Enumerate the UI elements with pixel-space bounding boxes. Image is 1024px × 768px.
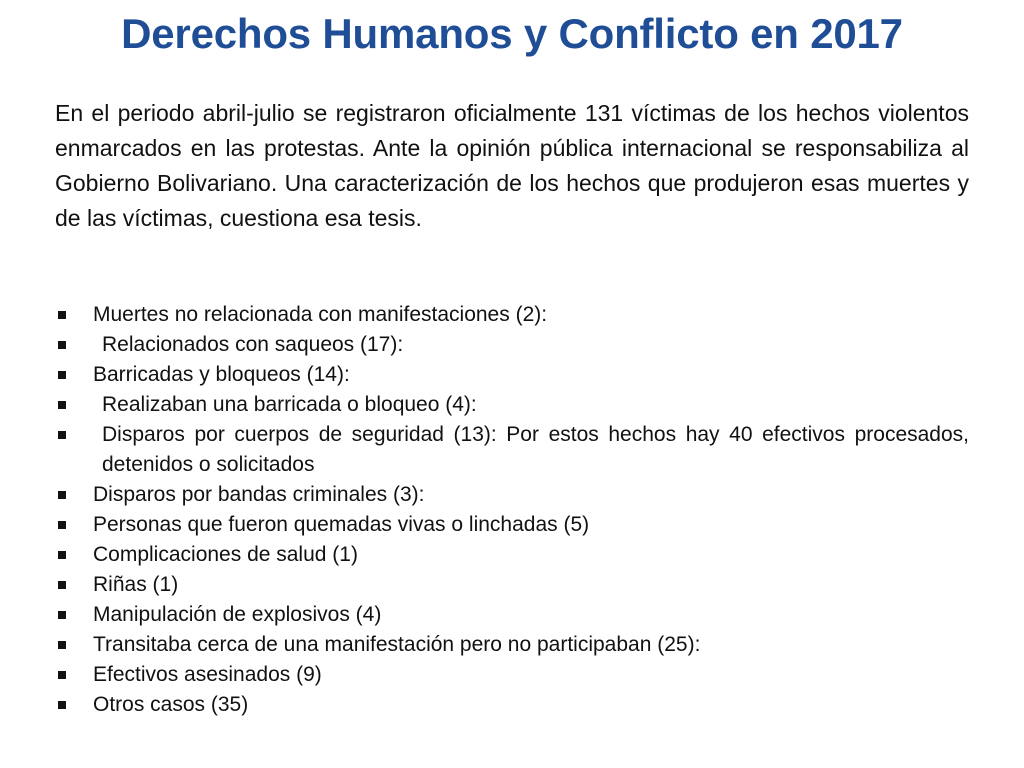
- square-bullet-icon: [58, 551, 66, 559]
- square-bullet-icon: [58, 641, 66, 649]
- list-item-text: Disparos por bandas criminales (3):: [93, 483, 425, 506]
- square-bullet-icon: [58, 491, 66, 499]
- list-item-text: Otros casos (35): [93, 693, 249, 716]
- list-item: [55, 300, 969, 330]
- list-item: [55, 510, 969, 540]
- square-bullet-icon: [58, 611, 66, 619]
- list-item-text: Riñas (1): [93, 573, 179, 596]
- list-item: [55, 660, 969, 690]
- bullet-list: [55, 300, 969, 720]
- list-item-text: Personas que fueron quemadas vivas o linchadas (5): [93, 513, 590, 536]
- list-item-text: Efectivos asesinados (9): [93, 663, 322, 686]
- list-item: [55, 690, 969, 720]
- square-bullet-icon: [58, 341, 66, 349]
- square-bullet-icon: [58, 701, 66, 709]
- list-item-text: Relacionados con saqueos (17):: [102, 333, 404, 356]
- list-item: [55, 600, 969, 630]
- list-item-text: Transitaba cerca de una manifestación pero no participaban (25):: [93, 633, 701, 656]
- list-item-text: Barricadas y bloqueos (14):: [93, 363, 350, 386]
- list-item: [55, 420, 969, 480]
- list-item: [55, 330, 969, 360]
- square-bullet-icon: [58, 581, 66, 589]
- list-item: [55, 630, 969, 660]
- list-item: [55, 570, 969, 600]
- list-item-text: Realizaban una barricada o bloqueo (4):: [102, 393, 477, 416]
- list-item: [55, 540, 969, 570]
- square-bullet-icon: [58, 311, 66, 319]
- list-item-text: Manipulación de explosivos (4): [93, 603, 382, 626]
- square-bullet-icon: [58, 521, 66, 529]
- list-item: [55, 480, 969, 510]
- list-item-text: Disparos por cuerpos de seguridad (13): Por estos hechos hay 40 efectivos procesados, detenidos o solicitados: [102, 423, 969, 476]
- list-item: [55, 390, 969, 420]
- list-item: [55, 360, 969, 390]
- square-bullet-icon: [58, 431, 66, 439]
- list-item-text: Complicaciones de salud (1): [93, 543, 358, 566]
- square-bullet-icon: [58, 671, 66, 679]
- square-bullet-icon: [58, 401, 66, 409]
- intro-paragraph: En el periodo abril-julio se registraron oficialmente 131 víctimas de los hechos violentos enmarcados en las protestas. Ante la opinión pública internacional se responsabiliza al Gobierno Bolivariano. Una caracterización de los hechos que produjeron esas muertes y de las víctimas, cuestiona esa tesis.: [55, 100, 969, 231]
- square-bullet-icon: [58, 371, 66, 379]
- slide-title: Derechos Humanos y Conflicto en 2017: [121, 10, 903, 57]
- list-item-text: Muertes no relacionada con manifestaciones (2):: [93, 303, 548, 326]
